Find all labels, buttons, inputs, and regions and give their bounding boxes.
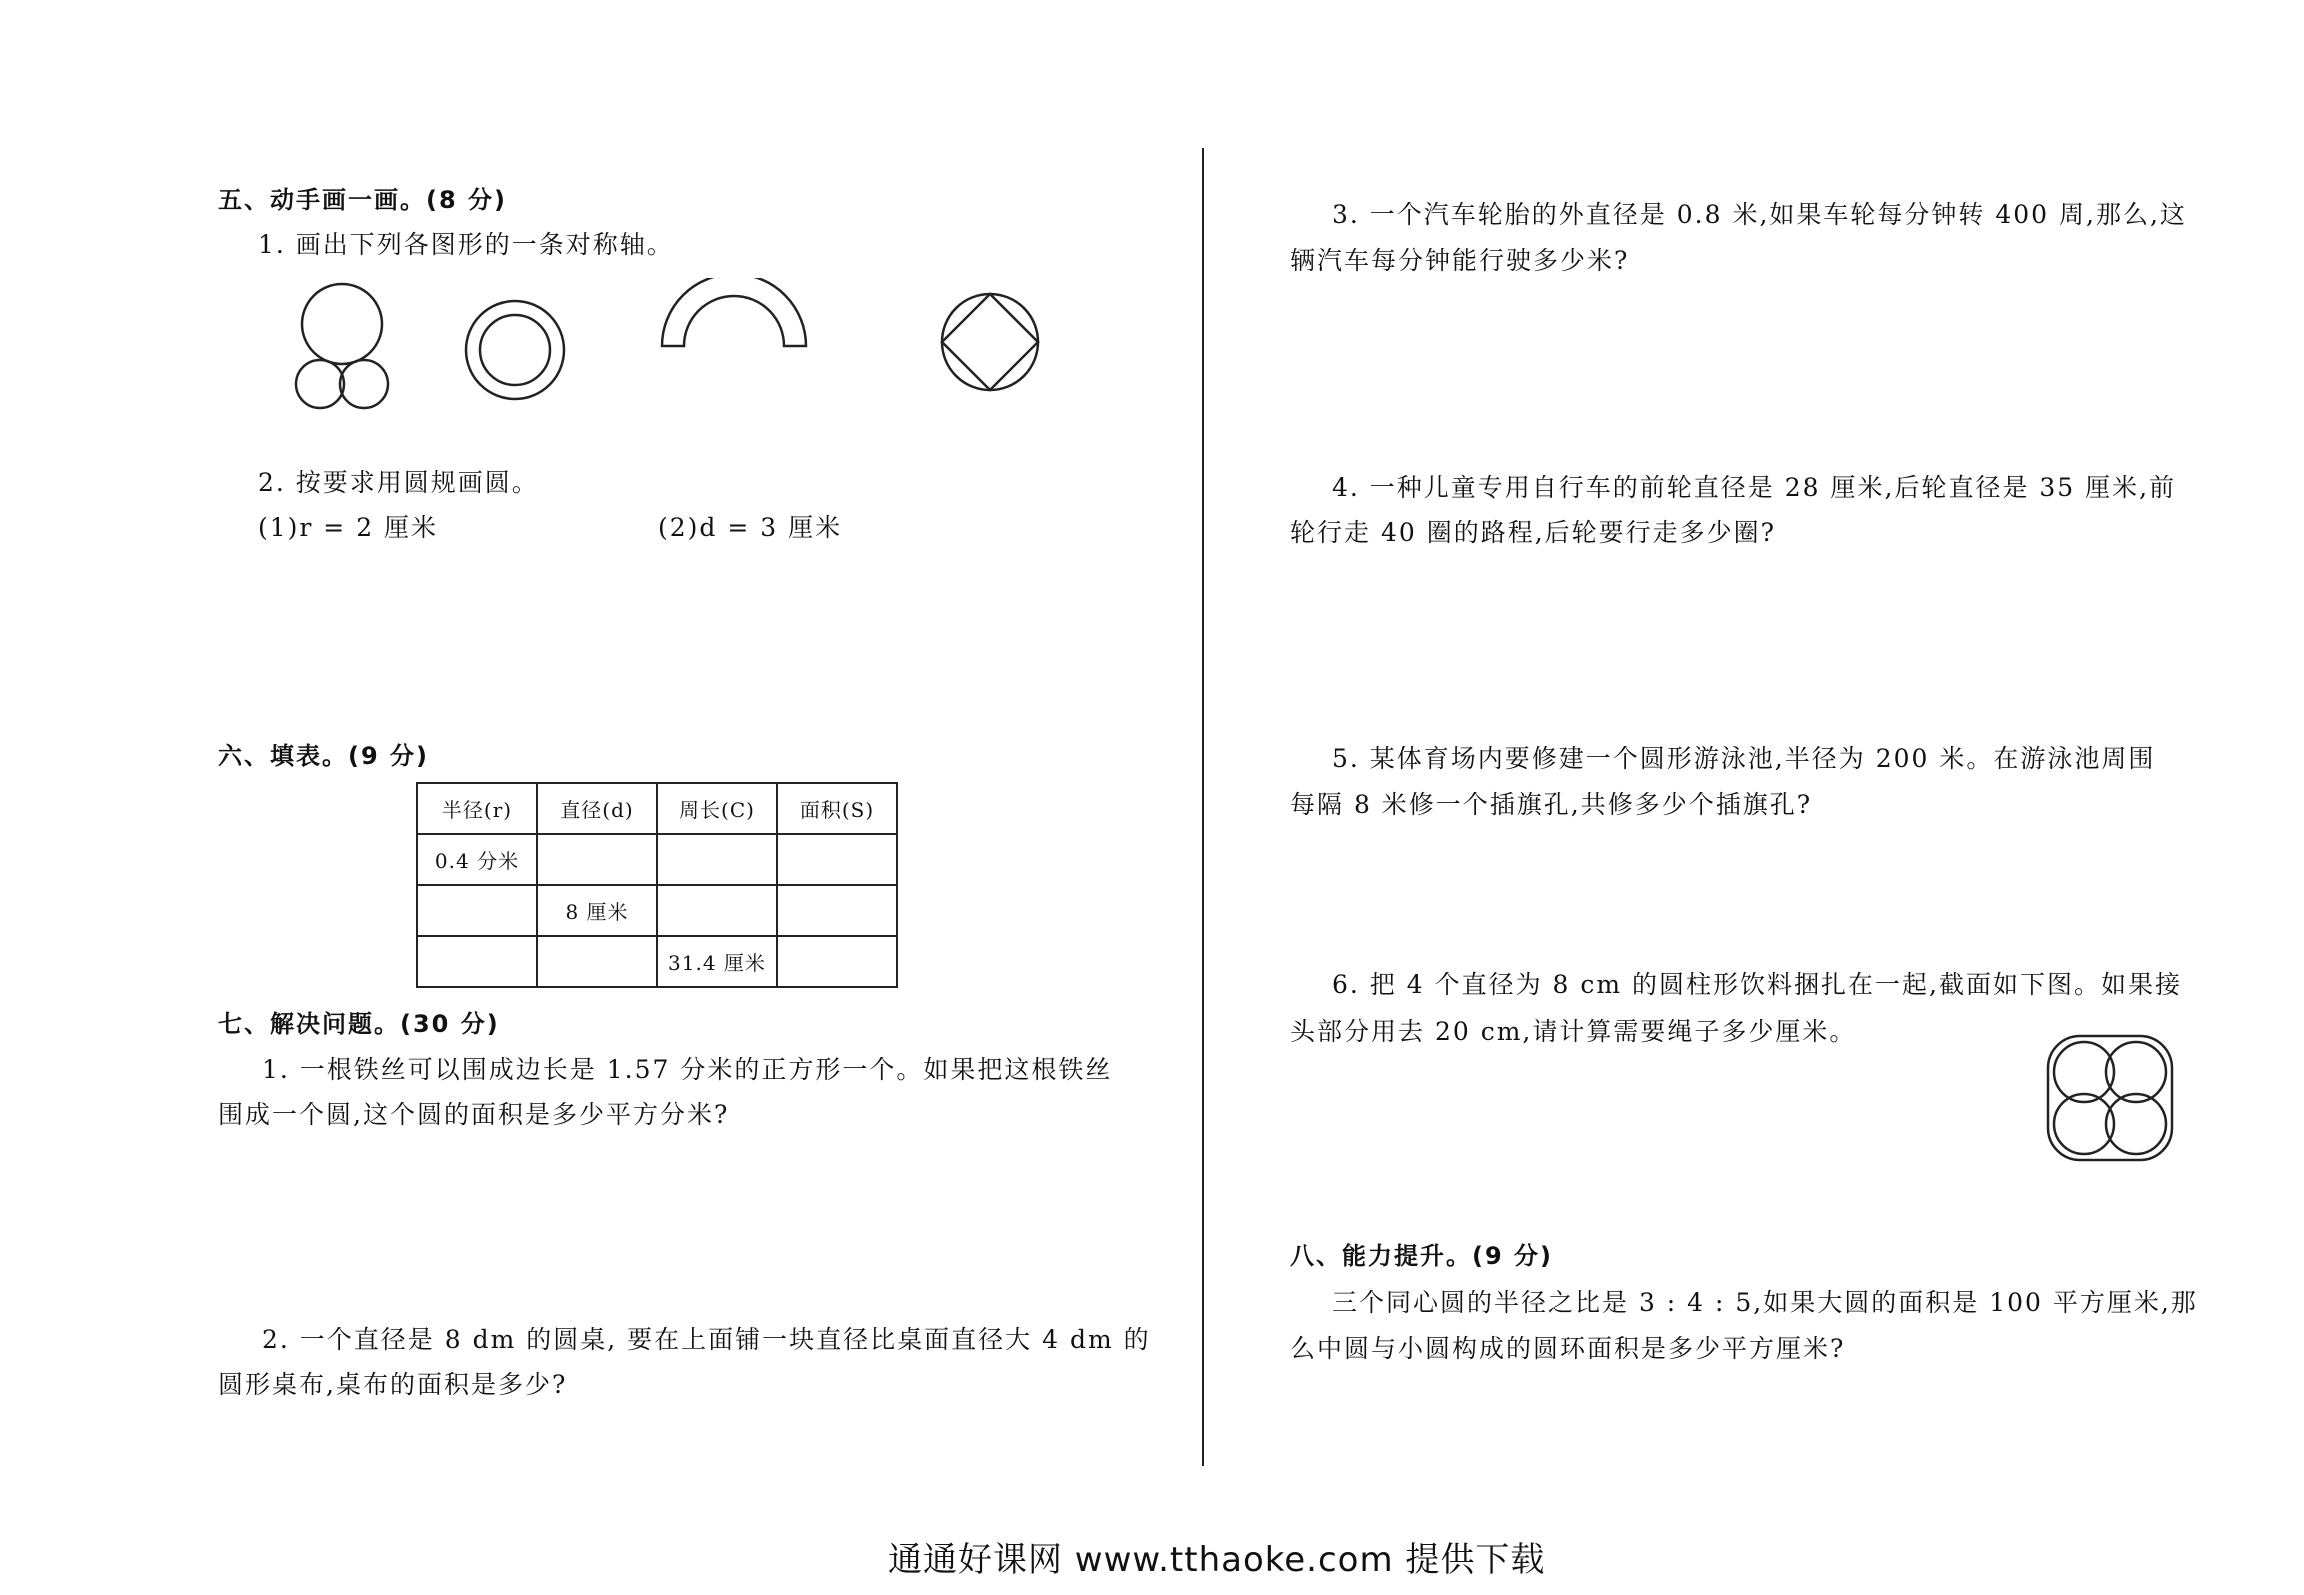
table-cell [777, 834, 897, 885]
symmetry-figures [280, 278, 1060, 418]
q4-line-2: 轮行走 40 圈的路程,后轮要行走多少圈? [1290, 518, 1777, 547]
table-cell [537, 936, 657, 987]
q6-line-1: 6. 把 4 个直径为 8 cm 的圆柱形饮料捆扎在一起,截面如下图。如果接 [1332, 970, 2183, 999]
figure-half-ring [662, 278, 806, 346]
section-8-title: 八、能力提升。(9 分) [1290, 1242, 1553, 1270]
s8-line-1: 三个同心圆的半径之比是 3 : 4 : 5,如果大圆的面积是 100 平方厘米,那 [1332, 1288, 2198, 1317]
s7-q1-line-2: 围成一个圆,这个圆的面积是多少平方分米? [218, 1100, 730, 1129]
table-cell [417, 936, 537, 987]
s7-q2-line-1: 2. 一个直径是 8 dm 的圆桌, 要在上面铺一块直径比桌面直径大 4 dm 的 [262, 1325, 1151, 1354]
s5-question-2: 2. 按要求用圆规画圆。 [258, 468, 539, 497]
table-row [417, 885, 897, 936]
fill-table [416, 782, 898, 988]
section-6-title: 六、填表。(9 分) [218, 742, 429, 770]
section-5-title: 五、动手画一画。(8 分) [218, 186, 507, 214]
figure-three-circles [296, 284, 388, 408]
table-header: 周长(C) [657, 783, 777, 834]
table-header-row [417, 783, 897, 834]
column-divider [1202, 148, 1204, 1466]
table-cell [657, 834, 777, 885]
table-cell [777, 936, 897, 987]
table-cell: 8 厘米 [537, 885, 657, 936]
figure-ring [466, 301, 564, 399]
footer-watermark-text: 通通好课网 www.tthaoke.com 提供下载 [888, 1540, 1546, 1580]
table-cell [777, 885, 897, 936]
table-header: 面积(S) [777, 783, 897, 834]
bundled-cans-diagram [2044, 1032, 2176, 1164]
table-cell [417, 885, 537, 936]
q3-line-1: 3. 一个汽车轮胎的外直径是 0.8 米,如果车轮每分钟转 400 周,那么,这 [1332, 200, 2187, 229]
table-cell: 31.4 厘米 [657, 936, 777, 987]
s7-q2-line-2: 圆形桌布,桌布的面积是多少? [218, 1370, 568, 1399]
q5-line-1: 5. 某体育场内要修建一个圆形游泳池,半径为 200 米。在游泳池周围 [1332, 744, 2156, 773]
s5-question-2b: (2)d = 3 厘米 [658, 513, 843, 542]
table-row [417, 936, 897, 987]
table-cell [657, 885, 777, 936]
q4-line-1: 4. 一种儿童专用自行车的前轮直径是 28 厘米,后轮直径是 35 厘米,前 [1332, 473, 2177, 502]
s5-question-1: 1. 画出下列各图形的一条对称轴。 [258, 230, 674, 259]
q6-line-2: 头部分用去 20 cm,请计算需要绳子多少厘米。 [1290, 1017, 1857, 1046]
figure-square-in-circle [942, 294, 1038, 390]
s8-line-2: 么中圆与小圆构成的圆环面积是多少平方厘米? [1290, 1334, 1846, 1363]
q3-line-2: 辆汽车每分钟能行驶多少米? [1290, 246, 1630, 275]
s7-q1-line-1: 1. 一根铁丝可以围成边长是 1.57 分米的正方形一个。如果把这根铁丝 [262, 1055, 1113, 1084]
table-header: 直径(d) [537, 783, 657, 834]
s5-question-2a: (1)r = 2 厘米 [258, 513, 439, 542]
section-7-title: 七、解决问题。(30 分) [218, 1010, 500, 1038]
table-cell [537, 834, 657, 885]
table-header: 半径(r) [417, 783, 537, 834]
q5-line-2: 每隔 8 米修一个插旗孔,共修多少个插旗孔? [1290, 790, 1813, 819]
table-cell: 0.4 分米 [417, 834, 537, 885]
table-row [417, 834, 897, 885]
